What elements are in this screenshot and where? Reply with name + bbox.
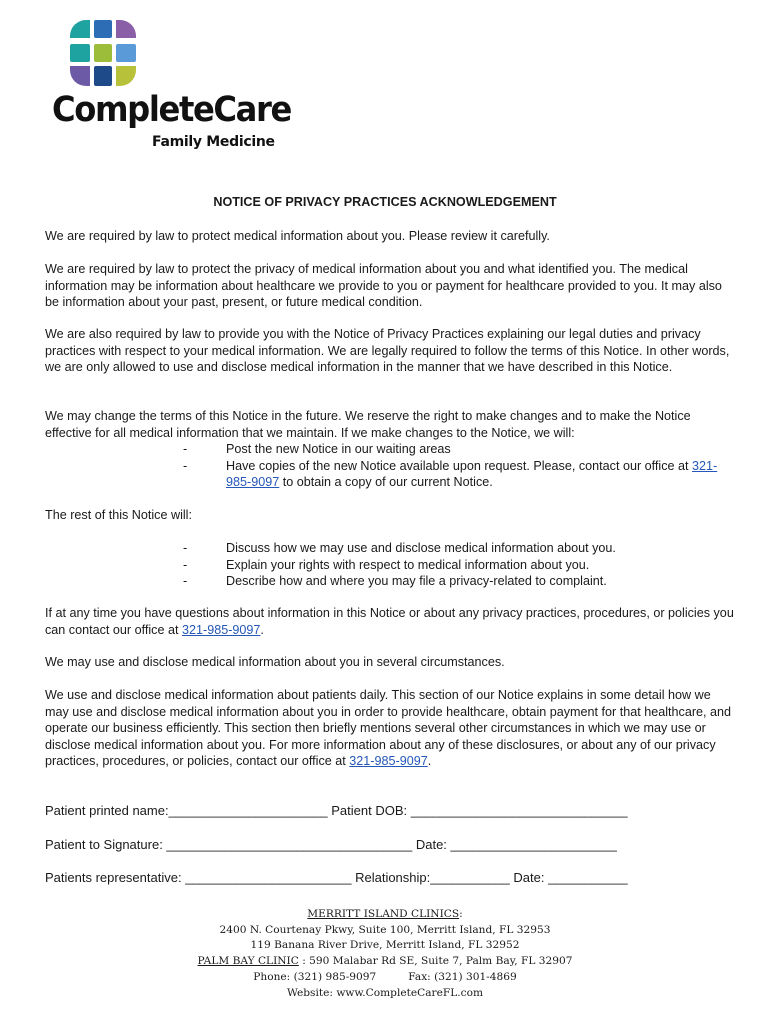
footer-website: Website: www.CompleteCareFL.com <box>286 986 484 999</box>
list-item <box>45 540 735 557</box>
rest-list <box>45 540 735 590</box>
phone-link[interactable]: 321-985-9097 <box>181 622 261 637</box>
changes-list <box>45 441 735 491</box>
list-item-text <box>226 458 735 491</box>
list-dash: - <box>183 574 188 589</box>
logo-square-bottom <box>94 66 112 86</box>
merritt-colon: : <box>459 908 463 920</box>
paragraph-rest: The rest of this Notice will: <box>45 508 192 522</box>
list-item <box>45 557 735 574</box>
phone-link[interactable]: 321-985-9097 <box>349 754 428 769</box>
list-item-text: Discuss how we may use and disclose medical information about you. <box>226 541 616 555</box>
paragraph-circumstances: We may use and disclose medical information about you in several circumstances. <box>45 655 505 669</box>
logo-subtitle: Family Medicine <box>152 134 275 150</box>
paragraph-text: We use and disclose medical information about patients daily. This section of our Notice explains in some detail how we may use and disclose medical information about you in order to provide healthcare, obtain payment for that healthcare, and operate our business efficiently. This section then briefly mentions several other circumstances in which we may use or disclose medical information about you. For more information about any of these disclosures, or about any of our privacy practices, procedures, or policies, contact our office at <box>45 688 732 769</box>
paragraph-disclosures <box>45 687 735 770</box>
patient-name-dob-field[interactable]: Patient printed name:______________________ Patient DOB: ______________________________ <box>45 803 628 818</box>
list-item-text-end: to obtain a copy of our current Notice. <box>279 475 493 490</box>
list-item-text: Explain your rights with respect to medical information about you. <box>226 557 590 572</box>
footer-address-1: 2400 N. Courtenay Pkwy, Suite 100, Merritt Island, FL 32953 <box>219 923 551 936</box>
patient-signature-date-field[interactable]: Patient to Signature: __________________________________ Date: _______________________ <box>45 837 617 852</box>
logo-corner-bottom-right <box>116 66 136 86</box>
list-dash: - <box>183 458 188 473</box>
footer-merritt-heading <box>0 907 770 923</box>
paragraph-privacy: We are required by law to protect the privacy of medical information about you and what identified you. The medical information may be information about healthcare we provide to you or payment for healthcare provided to you. It may also be information about your past, present, or future medical condition. <box>45 262 722 310</box>
list-dash: - <box>183 442 188 456</box>
list-item <box>45 458 735 491</box>
footer-phone: Phone: (321) 985-9097 <box>253 970 377 983</box>
logo-square-right <box>116 44 136 62</box>
footer-contact <box>0 970 770 986</box>
paragraph-intro: We are required by law to protect medical information about you. Please review it carefully. <box>45 229 550 243</box>
paragraph-text-end: . <box>427 754 432 769</box>
list-dash: - <box>183 541 188 555</box>
logo-square-top <box>94 20 112 38</box>
paragraph-legal-duties: We are also required by law to provide you with the Notice of Privacy Practices explaining our legal duties and privacy practices with respect to your medical information. We are legally required to follow the terms of this Notice. In other words, we are only allowed to use and disclose medical information in the manner that we have described in this Notice. <box>45 327 730 375</box>
merritt-island-label: MERRITT ISLAND CLINICS <box>307 908 460 920</box>
paragraph-changes: We may change the terms of this Notice in the future. We reserve the right to make changes and to make the Notice effective for all medical information that we maintain. If we make changes to the Notice, we will: <box>45 409 691 440</box>
footer-clinic-info <box>0 907 770 1001</box>
logo-square-center <box>94 44 112 62</box>
palm-bay-address: : 590 Malabar Rd SE, Suite 7, Palm Bay, FL 32907 <box>298 955 573 968</box>
phone-link[interactable]: 321-985-9097 <box>226 458 718 490</box>
palm-bay-label: PALM BAY CLINIC <box>197 955 299 968</box>
completecare-logo-icon <box>70 20 136 86</box>
list-item-text: Post the new Notice in our waiting areas <box>226 442 451 456</box>
logo-corner-top-left <box>70 20 90 38</box>
logo-corner-top-right <box>116 20 136 38</box>
footer-palm-bay <box>0 954 770 970</box>
list-item-text: Describe how and where you may file a privacy-related to complaint. <box>226 574 607 589</box>
paragraph-text-end: . <box>260 622 264 637</box>
representative-relationship-field[interactable]: Patients representative: _______________________ Relationship:___________ Date: ___________ <box>45 870 628 885</box>
footer-address-2: 119 Banana River Drive, Merritt Island, FL 32952 <box>250 939 520 952</box>
paragraph-text: If at any time you have questions about information in this Notice or about any privacy practices, procedures, or policies you can contact our office at <box>45 606 734 637</box>
logo-square-left <box>70 44 90 62</box>
logo-corner-bottom-left <box>70 66 90 86</box>
list-dash: - <box>183 557 188 572</box>
list-item-text-start: Have copies of the new Notice available upon request. Please, contact our office at <box>226 458 693 473</box>
paragraph-questions <box>45 605 735 638</box>
list-item <box>45 573 735 590</box>
list-item <box>45 441 735 458</box>
footer-fax: Fax: (321) 301-4869 <box>408 970 517 983</box>
logo-name: CompleteCare <box>52 90 291 130</box>
page-title: NOTICE OF PRIVACY PRACTICES ACKNOWLEDGEMENT <box>213 195 557 209</box>
